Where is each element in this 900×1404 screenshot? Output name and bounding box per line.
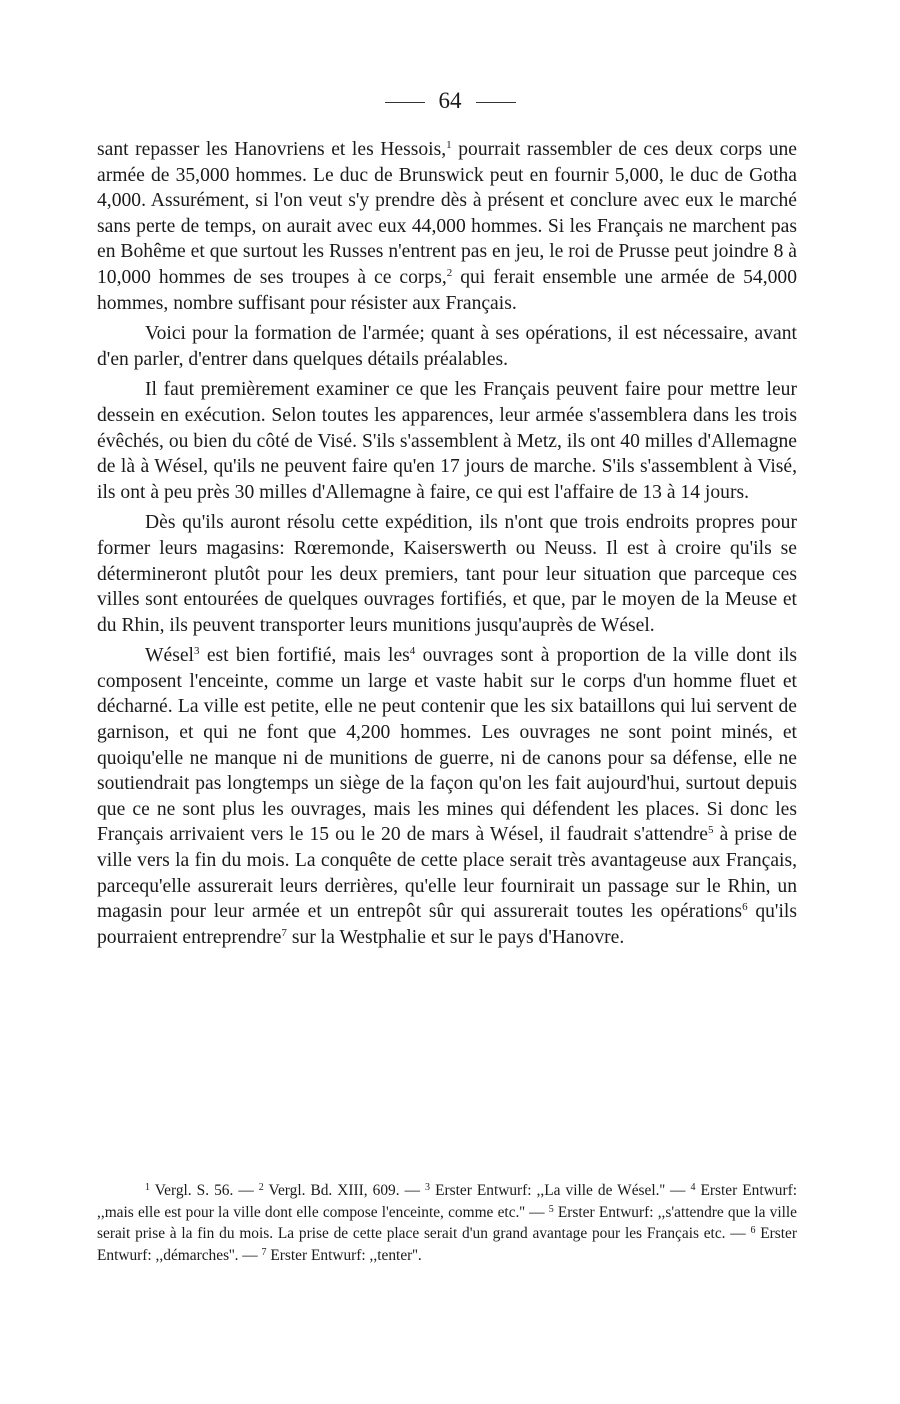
footnote-number: 7 [261,1246,267,1258]
footnote-ref: 3 [193,645,200,658]
text-run: sant repasser les Hanovriens et les Hessois, [97,139,447,160]
text-run: ouvrages sont à proportion de la ville dont ils composent l'enceinte, comme un large et vaste habit sur le corps d'un homme fluet et décharné. La ville est petite, elle ne peut contenir que les six bataillons qui lui servent de garnison, et qui ne font que 4,200 hommes. Les ouvrages ne sont point minés, et quoiqu'elle ne manque ni de munitions de guerre, ni de canons pour sa défense, elle ne soutiendrait pas longtemps un siège de la façon qu'on les fait aujourd'hui, surtout depuis que ce ne sont plus les ouvrages, mais les mines qui défendent les places. Si donc les Français arrivaient vers le 15 ou le 20 de mars à Wésel, il faudrait s'attendre [97,645,798,846]
footnote-text: Vergl. Bd. XIII, 609. — [263,1182,426,1199]
text-run: qui ferait ensemble une armée de 54,000 hommes, nombre suffisant pour résister aux Français. [97,266,797,314]
footnote-ref: 1 [446,139,452,151]
footnote-number: 5 [548,1203,554,1215]
header-dash-right [476,102,516,103]
footnote-ref: 4 [409,645,416,658]
body-text [97,137,797,950]
paragraph-2: Voici pour la formation de l'armée; quant à ses opérations, il est nécessaire, avant d'en parler, d'entrer dans quelques détails préalables. [97,323,797,370]
footnote-text: Vergl. S. 56. — [150,1182,259,1199]
footnote-number: 2 [258,1182,264,1193]
text-run: est bien fortifié, mais les [199,645,410,667]
footnote-ref: 5 [708,824,714,837]
footnote-ref: 6 [742,901,748,914]
footnote-number: 4 [690,1182,696,1193]
footnote-text: Erster Entwurf: ,,s'attendre que la ville serait prise à la fin du mois. La prise de cette place serait d'un grand avantage pour les Français etc. — [97,1203,797,1242]
text-run: à prise de ville vers la fin du mois. La conquête de cette place serait très avantageuse aux Français, parcequ'elle assurerait leurs derrières, qu'elle leur fournirait un passage sur le Rhin, un magasin pour leur armée et un entrepôt sûr qui assurerait toutes les opérations [97,824,797,923]
footnote-number: 1 [145,1182,150,1193]
footnote-number: 3 [425,1182,431,1193]
footnote-ref: 7 [281,926,287,939]
paragraph-3: Il faut premièrement examiner ce que les Français peuvent faire pour mettre leur dessein en exécution. Selon toutes les apparences, leur armée s'assemblera dans les trois évêchés, ou bien du côté de Visé. S'ils s'assemblent à Metz, ils ont 40 milles d'Allemagne de là à Wésel, qu'ils ne peuvent faire qu'en 17 jours de marche. S'ils s'assemblent à Visé, ils ont à peu près 30 milles d'Allemagne à faire, ce qui est l'affaire de 13 à 14 jours. [97,379,797,503]
text-run: sur la Westphalie et sur le pays d'Hanovre. [286,926,625,948]
text-run: Wésel [145,645,194,667]
footnote-text: Erster Entwurf: ,,démarches''. — [97,1225,797,1264]
footnotes [97,1180,797,1266]
header-dash-left [385,102,425,103]
footnote-ref: 2 [446,266,453,279]
text-run: qu'ils pourraient entreprendre [97,901,797,948]
footnote-text: Erster Entwurf: ,,La ville de Wésel.'' — [430,1182,691,1199]
paragraph-1 [97,137,797,316]
page-number: 64 [438,88,462,113]
paragraph-4: Dès qu'ils auront résolu cette expédition, ils n'ont que trois endroits propres pour former leurs magasins: Rœremonde, Kaiserswerth ou Neuss. Il est à croire qu'ils se détermineront plutôt pour les deux premiers, tant pour leur situation que parceque ces villes sont entourées de quelques ouvrages fortifiés, et que, par le moyen de la Meuse et du Rhin, ils peuvent transporter leurs munitions jusqu'auprès de Wésel. [97,512,797,636]
footnote-text: Erster Entwurf: ,,mais elle est pour la ville dont elle compose l'enceinte, comme etc.'' — [97,1182,797,1221]
page-header [0,86,900,116]
paragraph-5 [97,643,797,950]
footnote-block [97,1180,797,1266]
text-run: pourrait rassembler de ces deux corps une armée de 35,000 hommes. Le duc de Brunswick peut en fournir 5,000, le duc de Gotha 4,000. Assurément, si l'on veut s'y prendre dès à présent et conclure avec eux le marché sans perte de temps, on aurait avec eux 44,000 hommes. Si les Français ne marchent pas en Bohême et que surtout les Russes n'entrent pas en jeu, le roi de Prusse peut joindre 8 à 10,000 hommes de ses troupes à ce corps, [97,139,798,288]
footnote-number: 6 [750,1225,756,1236]
footnote-text: Erster Entwurf: ,,tenter''. [266,1246,422,1264]
